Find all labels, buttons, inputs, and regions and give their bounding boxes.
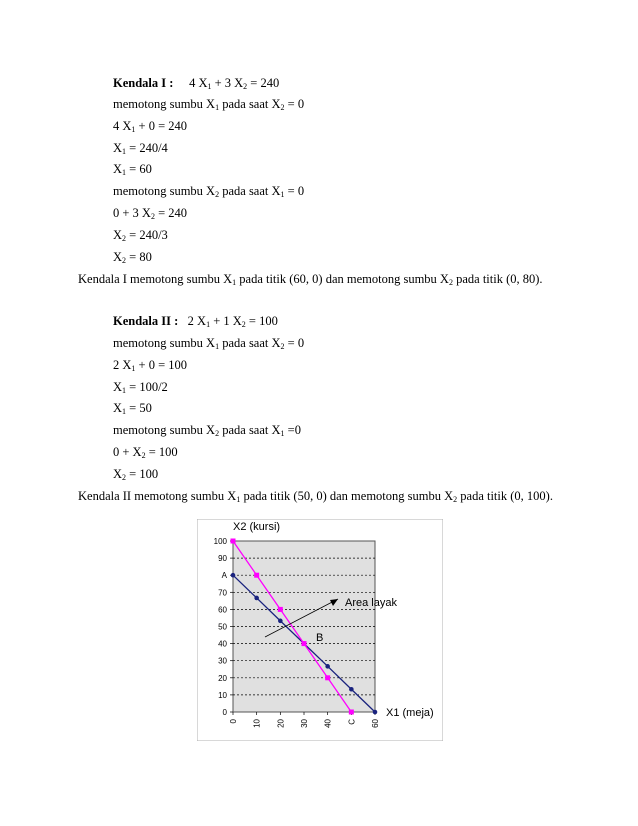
x-tick-label: 20 [276,719,286,728]
feasible-region-chart [197,519,443,741]
y-tick-label: 30 [218,656,227,666]
series-point-2 [325,675,330,680]
y-tick-label: A [221,571,227,581]
constraint1-step-text: X [113,249,123,264]
y-axis-label: X2 (kursi) [233,521,281,533]
constraint2-step-text: 0 + X [113,445,142,459]
constraint2-label: Kendala II : [113,314,179,328]
y-tick-label: 100 [213,537,227,546]
x-tick-label: 10 [252,719,262,728]
constraint2-step-subscript: 1 [280,429,285,439]
constraint2-step-subscript: 2 [122,472,127,482]
constraint2-step-text: pada saat X [219,423,281,438]
constraint1-step-text: = 80 [126,249,152,264]
y-tick-label: 70 [218,588,227,598]
series-point-1 [254,596,259,601]
constraint2-step-text: X [113,379,123,394]
series-point-1 [325,664,330,669]
constraint2-step-subscript: 2 [141,451,146,460]
constraint2-step [113,336,304,351]
constraint1-step-text: = 60 [126,162,152,177]
constraint2-step-text: = 50 [126,401,152,416]
constraint1-equation-text: + 3 X [211,76,244,90]
constraint1-step-text: = 0 [284,184,305,199]
constraint1-step-subscript: 1 [280,190,285,200]
x-tick-label: 30 [300,719,309,728]
constraint1-step-text: X [113,140,123,155]
constraint2-conclusion [78,489,553,504]
constraint2-step-text: memotong sumbu X [113,423,216,438]
constraint2-equation-subscript: 2 [241,320,246,329]
constraint1-step [113,141,168,156]
constraint1-step [113,162,152,177]
constraint1-step-text: X [113,227,123,242]
constraint2-equation-text: + 1 X [210,314,242,328]
constraint1-step-text: + 0 = 240 [135,118,188,133]
constraint1-equation-subscript: 2 [243,82,248,91]
constraint1-step-subscript: 2 [215,190,220,200]
constraint1-step [113,250,152,265]
y-tick-label: 0 [222,708,227,717]
y-tick-label: 20 [218,673,227,683]
constraint2-step [113,401,152,416]
constraint2-step-subscript: 1 [131,363,136,373]
constraint1-step-subscript: 2 [122,255,127,265]
constraint2-step [113,423,301,438]
y-tick-label: 90 [218,554,227,564]
constraint2-step-text: pada saat X [219,336,281,350]
constraint2-step-text: + 0 = 100 [135,357,188,372]
series-point-2 [349,710,354,715]
constraint2-conclusion-subscript: 2 [453,495,458,504]
y-tick-label: 50 [218,622,227,632]
point-b-label: B [316,632,324,644]
constraint2-step-text: X [113,466,123,481]
constraint2-equation-text: = 100 [245,314,278,328]
constraint2-equation-text: 2 X [187,314,207,328]
constraint1-step-subscript: 1 [215,103,220,112]
constraint2-step-text: =0 [284,423,301,438]
constraint2-conclusion-text: Kendala II memotong sumbu X [78,489,237,503]
constraint1-step-text: = 0 [284,97,305,111]
series-point-1 [349,687,354,692]
constraint1-conclusion-subscript: 2 [448,278,453,287]
constraint1-step-text: pada saat X [219,97,281,111]
constraint2-step-text: = 0 [284,336,305,350]
constraint1-step-subscript: 2 [150,212,155,221]
constraint1-step [113,97,304,112]
constraint1-step-text: memotong sumbu X [113,184,216,199]
constraint2-step-text: memotong sumbu X [113,336,216,350]
x-tick-label: C [347,719,357,725]
constraint2-step-subscript: 1 [122,385,127,395]
constraint1-step-text: = 240 [154,206,188,220]
feasible-area-label: Area layak [345,597,397,609]
constraint2-step-subscript: 2 [215,429,220,439]
series-point-2 [302,641,307,646]
constraint1-equation [189,76,279,90]
x-tick-label: 0 [229,719,238,724]
constraint1-equation-text: 4 X [189,76,208,90]
constraint1-step-text: X [113,162,123,177]
constraint1-step-text: pada saat X [219,184,281,199]
constraint2-step-text: = 100/2 [126,379,168,394]
constraint1-step-subscript: 2 [122,233,127,243]
constraint2-step-subscript: 2 [280,342,285,351]
constraint2-step-text: = 100 [126,466,159,481]
series-point-1 [373,710,378,715]
constraint1-step [113,119,187,134]
constraint1-conclusion-text: pada titik (0, 80). [452,272,543,286]
constraint2-conclusion-text: pada titik (50, 0) dan memotong sumbu X [240,489,454,503]
constraint1-step [113,184,304,199]
constraint2-conclusion-text: pada titik (0, 100). [457,489,553,503]
constraint2-equation-subscript: 1 [206,320,211,329]
constraint1-conclusion [78,272,543,287]
series-point-2 [254,573,259,578]
constraint1-step-subscript: 1 [122,146,127,156]
constraint1-conclusion-subscript: 1 [232,278,237,287]
constraint1-step-text: 0 + 3 X [113,206,151,220]
constraint2-step-text: X [113,401,123,416]
constraint1-step [113,206,187,221]
x-tick-label: 60 [371,719,380,728]
series-point-2 [278,607,283,612]
constraint1-equation-subscript: 1 [207,82,212,91]
constraint1-step-subscript: 2 [280,103,285,112]
x-axis-label: X1 (meja) [386,707,434,719]
constraint2-step [113,380,168,395]
constraint2-step [113,467,158,482]
constraint1-header [113,76,279,91]
series-point-2 [231,539,236,544]
series-point-1 [278,619,283,624]
constraint1-step-text: 4 X [113,118,132,133]
constraint2-step-text: = 100 [145,445,178,459]
constraint2-step-subscript: 1 [122,407,127,417]
constraint2-step [113,445,178,460]
constraint1-step-text: = 240/4 [126,140,168,155]
constraint1-step-subscript: 1 [131,124,136,134]
constraint2-conclusion-subscript: 1 [236,495,241,504]
constraint1-conclusion-text: Kendala I memotong sumbu X [78,272,233,286]
constraint2-step-text: 2 X [113,357,132,372]
series-point-1 [231,573,236,578]
constraint2-step-subscript: 1 [215,342,220,351]
constraint1-label: Kendala I : [113,76,174,90]
constraint1-step-text: = 240/3 [126,227,168,242]
constraint1-step-text: memotong sumbu X [113,97,216,111]
y-tick-label: 60 [218,605,227,615]
constraint2-header [113,314,278,329]
constraint2-step [113,358,187,373]
constraint2-equation [188,314,278,328]
y-tick-label: 40 [218,639,227,649]
constraint1-equation-text: = 240 [247,76,280,90]
constraint1-step-subscript: 1 [122,168,127,178]
constraint1-step [113,228,168,243]
y-tick-label: 10 [218,690,227,700]
x-tick-label: 40 [323,719,333,728]
constraint1-conclusion-text: pada titik (60, 0) dan memotong sumbu X [236,272,449,286]
